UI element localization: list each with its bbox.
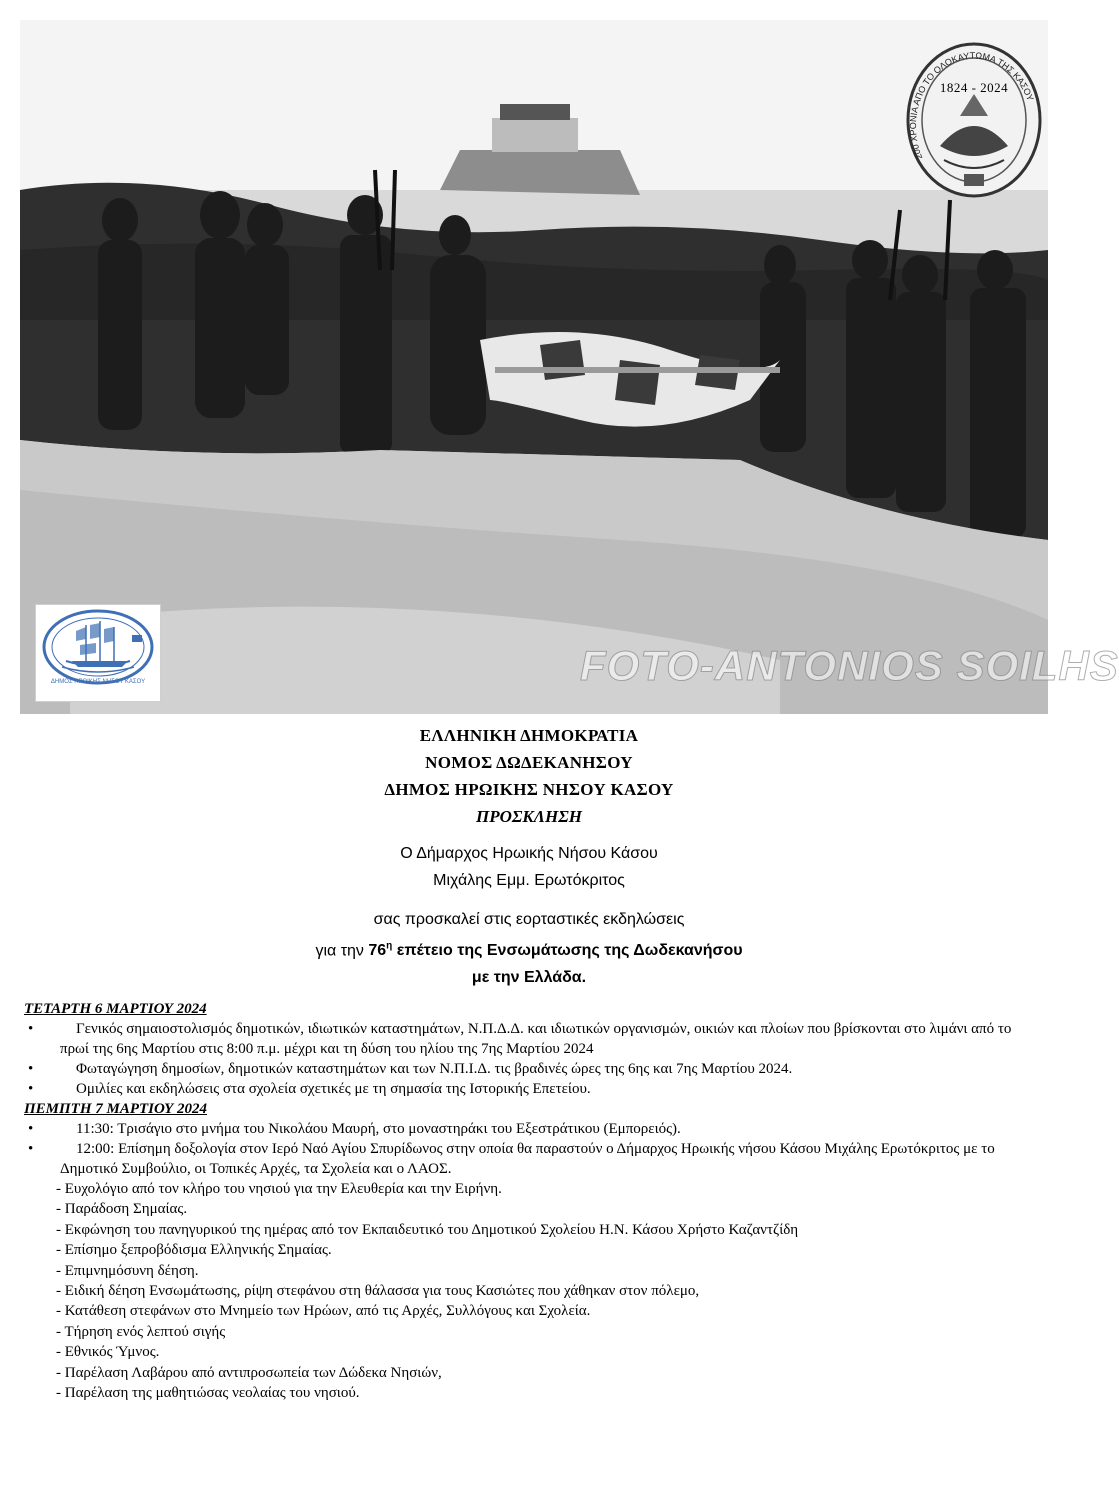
- ordinal-suffix: η: [386, 941, 393, 952]
- list-item: [24, 1019, 1034, 1059]
- anniversary-line: [0, 933, 1058, 964]
- header-republic: ΕΛΛΗΝΙΚΗ ΔΗΜΟΚΡΑΤΙΑ: [419, 726, 639, 745]
- invites-line: σας προσκαλεί στις εορταστικές εκδηλώσεις: [373, 911, 685, 928]
- historic-photo: [20, 20, 1119, 714]
- badge-caption: ΔΗΜΟΣ ΗΡΩΙΚΗΣ ΝΗΣΟΥ ΚΑΣΟΥ: [50, 679, 146, 685]
- ceremony-subitem: - Παράδοση Σημαίας.: [56, 1201, 188, 1218]
- municipality-badge: [35, 604, 161, 702]
- anniversary-seal: [900, 36, 1048, 204]
- ceremony-subitem: - Παρέλαση της μαθητιώσας νεολαίας του νησιού.: [56, 1385, 360, 1402]
- list-item: [24, 1139, 1034, 1179]
- bullet-icon: •: [28, 1081, 34, 1097]
- seal-years: 1824 - 2024: [939, 80, 1009, 95]
- bullet-icon: •: [28, 1141, 34, 1157]
- list-item-text: 11:30: Τρισάγιο στο μνήμα του Νικολάου Μαυρή, στο μοναστηράκι του Εξεστράτικου (Εμπορειός).: [76, 1121, 681, 1137]
- seal-arc-text: [900, 36, 1048, 204]
- ceremony-subitem: - Τήρηση ενός λεπτού σιγής: [56, 1323, 226, 1340]
- anniversary-ordinal: 76: [368, 942, 387, 960]
- day-title-thursday: ΠΕΜΠΤΗ 7 ΜΑΡΤΙΟΥ 2024: [24, 1101, 207, 1117]
- for-the-text: για την: [315, 942, 369, 960]
- ceremony-subitem: - Ειδική δέηση Ενσωμάτωσης, ρίψη στεφάνου στη θάλασσα για τους Κασιώτες που χάθηκαν στον πόλεμο,: [56, 1283, 700, 1300]
- list-item-text: Γενικός σημαιοστολισμός δημοτικών, ιδιωτικών καταστημάτων, Ν.Π.Δ.Δ. και ιδιωτικών οργανισμών, οικιών και πλοίων που βρίσκονται στο λιμάνι από το πρωί της 6ης Μαρτίου στις 8:00 π.μ. μέχρι και τη δύση του ηλίου της 7ης Μαρτίου 2024: [60, 1021, 1012, 1057]
- document-header: [0, 722, 1058, 831]
- day-title-wednesday: ΤΕΤΑΡΤΗ 6 ΜΑΡΤΙΟΥ 2024: [24, 1001, 207, 1017]
- ceremony-subitems: [24, 1179, 1034, 1403]
- list-item: [24, 1119, 1034, 1139]
- ceremony-subitem: - Κατάθεση στεφάνων στο Μνημείο των Ηρώων, από τις Αρχές, Συλλόγους και Σχολεία.: [56, 1303, 591, 1320]
- mayor-name: Μιχάλης Εμμ. Ερωτόκριτος: [433, 872, 625, 889]
- ceremony-subitem: - Ευχολόγιο από τον κλήρο του νησιού για την Ελευθερία και την Ειρήνη.: [56, 1181, 502, 1197]
- ceremony-subitem: - Παρέλαση Λαβάρου από αντιπροσωπεία των Δώδεκα Νησιών,: [56, 1364, 442, 1381]
- list-item: [24, 1079, 1034, 1099]
- list-item-text: Φωταγώγηση δημοσίων, δημοτικών καταστημάτων και των Ν.Π.Ι.Δ. τις βραδινές ώρες της 6ης και 7ης Μαρτίου 2024.: [76, 1061, 793, 1077]
- list-item-text: Ομιλίες και εκδηλώσεις στα σχολεία σχετικές με τη σημασία της Ιστορικής Επετείου.: [76, 1081, 591, 1097]
- svg-text:200 ΧΡΟΝΙΑ ΑΠΟ ΤΟ ΟΛΟΚΑΥΤΩΜΑ Τ: 200 ΧΡΟΝΙΑ ΑΠΟ ΤΟ ΟΛΟΚΑΥΤΩΜΑ ΤΗΣ ΚΑΣΟΥ: [907, 50, 1036, 162]
- header-municipality: ΔΗΜΟΣ ΗΡΩΙΚΗΣ ΝΗΣΟΥ ΚΑΣΟΥ: [384, 780, 674, 799]
- header-prefecture: ΝΟΜΟΣ ΔΩΔΕΚΑΝΗΣΟΥ: [425, 753, 633, 772]
- mayor-title: Ο Δήμαρχος Ηρωικής Νήσου Κάσου: [400, 845, 658, 862]
- anniversary-text: επέτειο της Ενσωμάτωσης της Δωδεκανήσου: [392, 942, 743, 960]
- with-greece-line: με την Ελλάδα.: [471, 969, 587, 987]
- ceremony-subitem: - Επιμνημόσυνη δέηση.: [56, 1262, 199, 1279]
- invitation-title: ΠΡΟΣΚΛΗΣΗ: [475, 807, 583, 826]
- invitation-intro: [0, 840, 1058, 991]
- list-item-text: 12:00: Επίσημη δοξολογία στον Ιερό Ναό Αγίου Σπυρίδωνος στην οποία θα παραστούν ο Δήμαρχος Ηρωικής νήσου Κάσου Μιχάλης Ερωτόκριτος με το Δημοτικό Συμβούλιο, οι Τοπικές Αρχές, τα Σχολεία και ο ΛΑΟΣ.: [60, 1141, 995, 1177]
- ceremony-subitem: - Εθνικός Ύμνος.: [56, 1344, 160, 1361]
- photo-scene: [20, 20, 1048, 714]
- bullet-icon: •: [28, 1061, 34, 1077]
- bullet-icon: •: [28, 1021, 34, 1037]
- event-schedule: [24, 999, 1034, 1403]
- bullet-icon: •: [28, 1121, 34, 1137]
- list-item: [24, 1059, 1034, 1079]
- sailing-ship-icon: [36, 605, 160, 701]
- ceremony-subitem: - Επίσημο ξεπροβόδισμα Ελληνικής Σημαίας.: [56, 1242, 332, 1259]
- monument: [440, 150, 640, 195]
- photo-watermark: FOTO-ANTONIOS SOILHS: [580, 642, 1119, 689]
- ceremony-subitem: - Εκφώνηση του πανηγυρικού της ημέρας από τον Εκπαιδευτικό του Δημοτικού Σχολείου Η.Ν. Κάσου Χρήστο Καζαντζίδη: [56, 1221, 799, 1238]
